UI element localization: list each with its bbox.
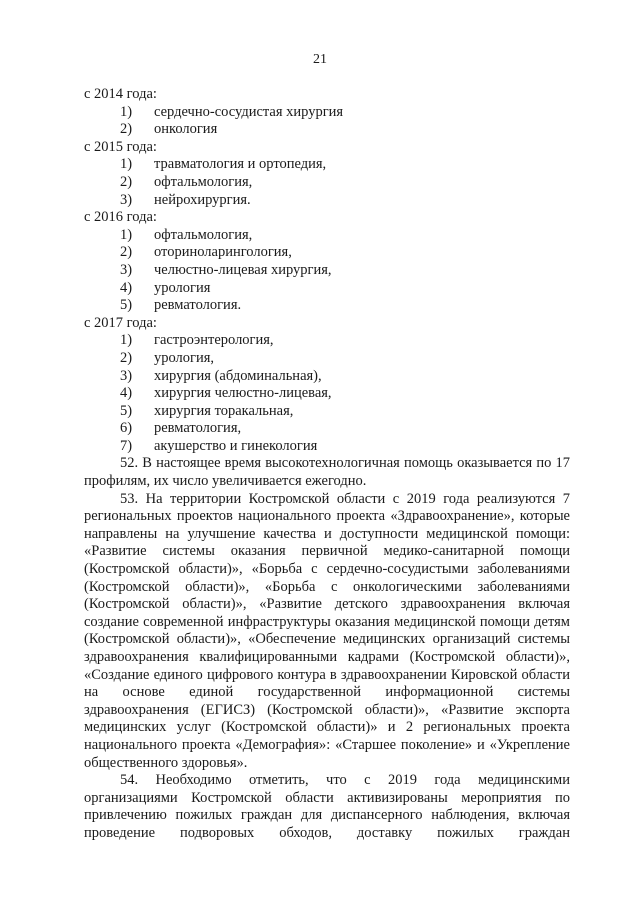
list-item <box>84 420 570 438</box>
list-text: ревматология. <box>154 297 242 314</box>
list-number: 5) <box>120 297 133 314</box>
list-number: 4) <box>120 279 133 296</box>
paragraph-53: 53. На территории Костромской области с 2019 года реализуются 7 региональных проектов национального проекта «Здравоохранение», которые направлены на улучшение качества и доступности медицинской помощи: «Развитие системы оказания первичной медико-санитарной помощи (Костромской области)», «Борьба с сердечно-сосудистыми заболеваниями (Костромской области)», «Борьба с онкологическими заболеваниями (Костромской области)», «Развитие детского здравоохранения включая создание современной инфраструктуры оказания медицинской помощи детям (Костромской области)», «Обеспечение медицинских организаций системы здравоохранения квалифицированными кадрами (Костромской области)», «Создание единого цифрового контура в здравоохранении Кировской области на основе единой государственной информационной системы здравоохранения (ЕГИСЗ) (Костромской области)», «Развитие экспорта медицинских услуг (Костромской области)» и 2 региональных проекта национального проекта «Демография»: «Старшее поколение» и «Укрепление общественного здоровья». <box>84 490 570 771</box>
list-item <box>84 104 570 122</box>
paragraph-54: 54. Необходимо отметить, что с 2019 года медицинскими организациями Костромской области активизированы мероприятия по привлечению пожилых граждан для диспансерного наблюдения, включая проведение подворовых обходов, доставку пожилых граждан <box>84 772 570 841</box>
list-text: урология, <box>154 349 215 366</box>
year-group-2017 <box>84 315 570 456</box>
list-item <box>84 121 570 139</box>
year-group-2015 <box>84 139 570 209</box>
list-text: акушерство и гинекология <box>154 437 318 454</box>
list-number: 1) <box>120 226 133 243</box>
list-text: хирургия (абдоминальная), <box>154 367 322 384</box>
list-text: сердечно-сосудистая хирургия <box>154 103 344 120</box>
list-item <box>84 403 570 421</box>
year-label: с 2015 года: <box>84 138 157 155</box>
list-text: челюстно-лицевая хирургия, <box>154 261 332 278</box>
list-item <box>84 244 570 262</box>
list-text: травматология и ортопедия, <box>154 156 327 173</box>
page-number: 21 <box>313 52 327 67</box>
list-number: 1) <box>120 156 133 173</box>
list-item <box>84 156 570 174</box>
list-number: 2) <box>120 121 133 138</box>
list-number: 3) <box>120 261 133 278</box>
list-number: 2) <box>120 244 133 261</box>
list-item <box>84 297 570 315</box>
year-group-2016 <box>84 209 570 315</box>
list-number: 1) <box>120 332 133 349</box>
list-text: урология <box>154 279 211 296</box>
list-item <box>84 385 570 403</box>
list-number: 2) <box>120 173 133 190</box>
list-text: нейрохирургия. <box>154 191 251 208</box>
list-item <box>84 280 570 298</box>
list-item <box>84 438 570 456</box>
list-item <box>84 174 570 192</box>
list-text: хирургия торакальная, <box>154 402 294 419</box>
list-item <box>84 368 570 386</box>
list-text: оториноларингология, <box>154 244 292 261</box>
list-number: 2) <box>120 349 133 366</box>
list-item <box>84 192 570 210</box>
year-label: с 2016 года: <box>84 209 157 226</box>
list-number: 7) <box>120 437 133 454</box>
list-text: онкология <box>154 121 218 138</box>
list-number: 3) <box>120 367 133 384</box>
year-group-2014 <box>84 86 570 139</box>
list-text: ревматология, <box>154 420 242 437</box>
list-item <box>84 350 570 368</box>
list-number: 1) <box>120 103 133 120</box>
paragraph-52: 52. В настоящее время высокотехнологичная помощь оказывается по 17 профилям, их число увеличивается ежегодно. <box>84 455 570 490</box>
list-number: 5) <box>120 402 133 419</box>
list-number: 6) <box>120 420 133 437</box>
year-label: с 2017 года: <box>84 314 157 331</box>
list-item <box>84 332 570 350</box>
list-text: офтальмология, <box>154 226 253 243</box>
list-item <box>84 227 570 245</box>
list-text: хирургия челюстно-лицевая, <box>154 385 332 402</box>
year-label: с 2014 года: <box>84 86 157 102</box>
document-body <box>84 86 570 843</box>
list-item <box>84 262 570 280</box>
list-number: 4) <box>120 385 133 402</box>
list-number: 3) <box>120 191 133 208</box>
list-text: гастроэнтерология, <box>154 332 274 349</box>
list-text: офтальмология, <box>154 173 253 190</box>
